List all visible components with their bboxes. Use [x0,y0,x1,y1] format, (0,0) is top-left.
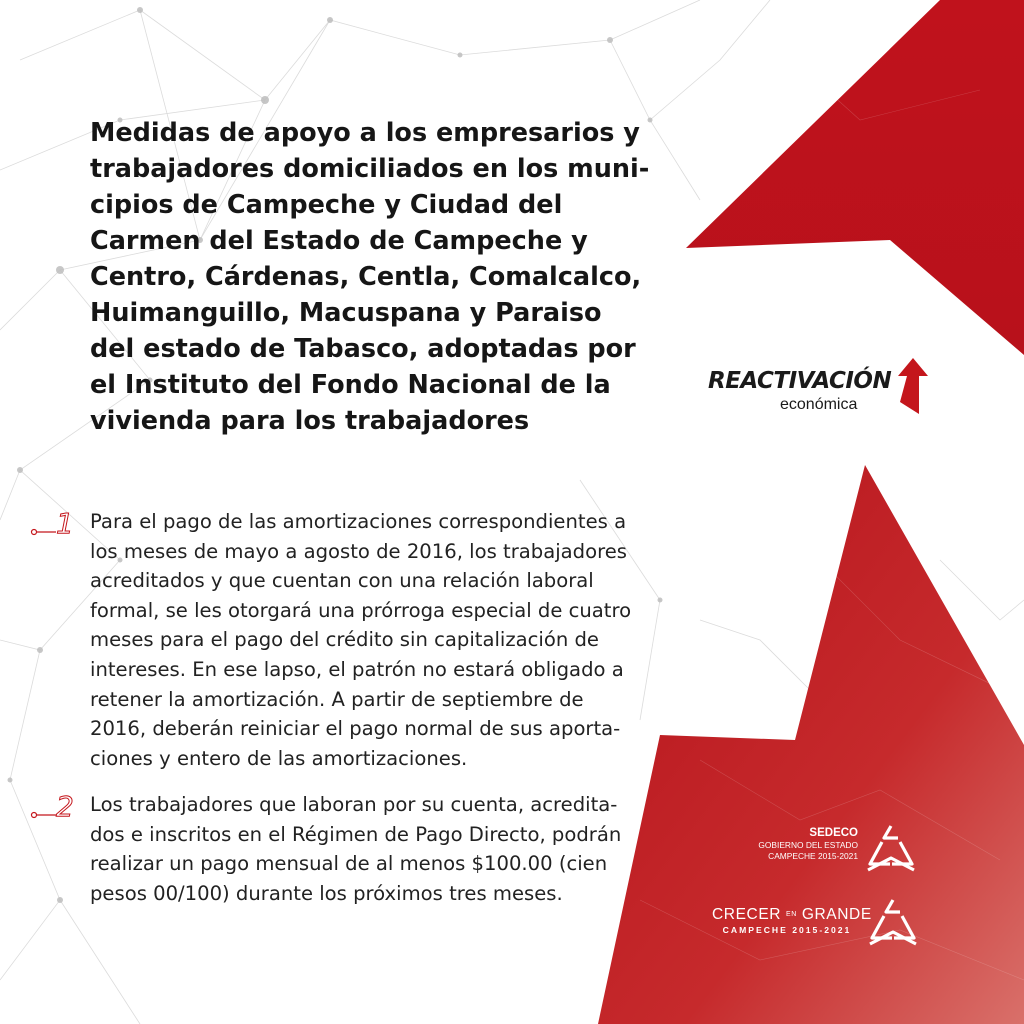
number-1-label: 1 [56,507,74,540]
item-line: acreditados y que cuentan con una relación laboral [90,569,594,593]
page-title [90,115,650,439]
reactivacion-logo [708,358,928,420]
item-line: dos e inscritos en el Régimen de Pago Directo, podrán [90,822,622,846]
item-line: intereses. En ese lapso, el patrón no estará obligado a [90,657,624,681]
campeche-emblem-icon [864,896,922,948]
item-line: realizar un pago mensual de al menos $100.00 (cien [90,852,608,876]
logo-word: REACTIVACIÓN [708,368,892,394]
item-line: pesos 00/100) durante los próximos tres meses. [90,881,563,905]
item-line: retener la amortización. A partir de septiembre de [90,687,584,711]
item-line: formal, se les otorgará una prórroga especial de cuatro [90,598,632,622]
list-item [90,507,650,773]
crecer-mid: EN [785,911,797,918]
title-line: cipios de Campeche y Ciudad del [90,190,563,220]
number-2-label: 2 [56,790,74,823]
crecer-en-grande-logo [712,896,927,952]
title-line: el Instituto del Fondo Nacional de la [90,370,611,400]
list-item [90,790,650,908]
title-line: Medidas de apoyo a los empresarios y [90,118,640,148]
item-line: Para el pago de las amortizaciones correspondientes a [90,510,627,533]
crecer-sub: CAMPECHE 2015-2021 [722,925,852,936]
number-2-marker [30,785,80,825]
sedeco-name: SEDECO [809,827,858,839]
logo-sub: económica [780,396,858,413]
item-line: los meses de mayo a agosto de 2016, los trabajadores [90,539,627,563]
crecer-word1: CRECER [712,906,782,924]
item-line: meses para el pago del crédito sin capitalización de [90,628,599,652]
title-line: del estado de Tabasco, adoptadas por [90,334,636,364]
number-1-marker [30,502,80,542]
title-line: trabajadores domiciliados en los muni- [90,154,650,184]
red-arrow-icon [898,358,928,414]
title-line: Centro, Cárdenas, Centla, Comalcalco, [90,262,642,292]
title-line: Carmen del Estado de Campeche y [90,226,588,256]
title-line: Huimanguillo, Macuspana y Paraiso [90,298,602,328]
sedeco-line2: GOBIERNO DEL ESTADO [758,840,858,850]
sedeco-logo [720,822,920,878]
item-line: 2016, deberán reiniciar el pago normal de sus aporta- [90,717,621,741]
sedeco-line3: CAMPECHE 2015-2021 [768,851,858,861]
item-line: ciones y entero de las amortizaciones. [90,746,468,770]
title-line: vivienda para los trabajadores [90,406,530,436]
item-line: Los trabajadores que laboran por su cuenta, acredita- [90,793,618,816]
red-arrow-shape-top [686,0,1024,355]
campeche-emblem-icon [862,822,920,874]
crecer-word2: GRANDE [801,906,872,924]
